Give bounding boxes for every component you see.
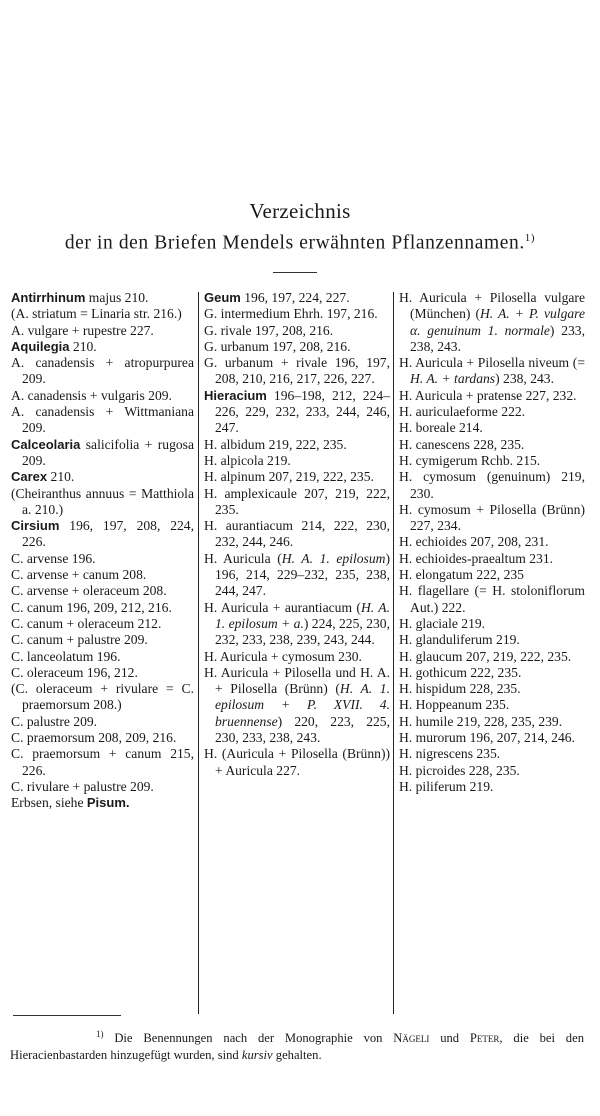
entry-text: 196, 197, 208, 224, 226. bbox=[22, 518, 194, 550]
entry-text: H. glaucum 207, 219, 222, 235. bbox=[399, 648, 572, 664]
entry-text: C. rivulare + palustre 209. bbox=[11, 778, 154, 794]
entry-text: salicifolia + rugosa 209. bbox=[22, 436, 194, 468]
entry-text: H. albidum 219, 222, 235. bbox=[204, 436, 347, 452]
entry-text: H. Auricula ( bbox=[204, 550, 282, 566]
genus-heading: Hieracium bbox=[204, 387, 267, 403]
index-entry bbox=[11, 714, 194, 730]
entry-text: ) 196, 214, 229–232, 235, 238, 244, 247. bbox=[215, 550, 390, 599]
index-entry bbox=[11, 339, 194, 355]
index-column-1 bbox=[11, 290, 194, 812]
index-entry bbox=[11, 388, 194, 404]
entry-text: H. (Auricula + Pilosella (Brünn)) + Auricula 227. bbox=[204, 746, 390, 778]
entry-text: H. hispidum 228, 235. bbox=[399, 681, 521, 697]
page-title: Verzeichnis bbox=[249, 199, 351, 223]
genus-heading: Geum bbox=[204, 290, 241, 305]
entry-text: ) 224, 225, 230, 232, 233, 238, 239, 243, 244. bbox=[215, 615, 390, 648]
index-entry bbox=[11, 632, 194, 648]
italic-name: H. A. 1. epilosum + a. bbox=[215, 599, 390, 631]
index-entry bbox=[399, 583, 585, 616]
entry-text: G. urbanum + rivale 196, 197, 208, 210, 216, 217, 226, 227. bbox=[204, 355, 390, 387]
entry-text: C. praemorsum 208, 209, 216. bbox=[11, 730, 177, 746]
entry-text: H. auriculaeforme 222. bbox=[399, 404, 526, 420]
page-subtitle bbox=[0, 232, 600, 255]
italic-name: H. A. + tardans bbox=[410, 371, 496, 387]
index-entry bbox=[204, 306, 390, 322]
title-rule bbox=[273, 272, 317, 273]
entry-text: H. echioides-praealtum 231. bbox=[399, 550, 554, 566]
entry-text: H. Auricula + Pilosella vulgare (München) ( bbox=[399, 290, 585, 322]
entry-text: Erbsen, siehe bbox=[11, 795, 87, 811]
index-entry bbox=[11, 583, 194, 599]
entry-text: H. Hoppeanum 235. bbox=[399, 697, 510, 713]
index-entry bbox=[399, 404, 585, 420]
footnote-emphasis: kursiv bbox=[241, 1048, 273, 1063]
footnote-reference: 1) bbox=[524, 232, 536, 244]
entry-text: G. urbanum 197, 208, 216. bbox=[204, 338, 351, 354]
index-entry bbox=[399, 502, 585, 535]
index-entry bbox=[11, 437, 194, 470]
entry-text: H. Auricula + pratense 227, 232. bbox=[399, 387, 577, 403]
footnote-mark: 1) bbox=[96, 1029, 104, 1039]
index-entry bbox=[399, 714, 585, 730]
entry-text: H. murorum 196, 207, 214, 246. bbox=[399, 730, 575, 746]
index-entry bbox=[204, 323, 390, 339]
entry-text: H. alpinum 207, 219, 222, 235. bbox=[204, 469, 374, 485]
entry-text: H. aurantiacum 214, 222, 230, 232, 244, 246. bbox=[204, 518, 390, 550]
entry-text: C. lanceolatum 196. bbox=[11, 648, 121, 664]
genus-heading: Carex bbox=[11, 469, 48, 485]
index-entry bbox=[399, 665, 585, 681]
subtitle-text: der in den Briefen Mendels erwähnten Pflanzennamen. bbox=[64, 232, 525, 254]
entry-text: H. picroides 228, 235. bbox=[399, 762, 520, 778]
index-entry bbox=[11, 616, 194, 632]
entry-text: majus 210. bbox=[85, 290, 149, 305]
entry-text: A. canadensis + Wittmaniana 209. bbox=[11, 404, 194, 436]
entry-text: H. glanduliferum 219. bbox=[399, 632, 520, 648]
index-entry bbox=[11, 649, 194, 665]
entry-text: H. humile 219, 228, 235, 239. bbox=[399, 713, 563, 729]
index-entry bbox=[11, 730, 194, 746]
entry-text: ) 220, 223, 225, 230, 233, 238, 243. bbox=[215, 713, 390, 746]
column-divider bbox=[198, 292, 199, 1014]
entry-text: 210. bbox=[47, 469, 75, 485]
index-entry bbox=[399, 649, 585, 665]
index-entry bbox=[399, 290, 585, 355]
italic-name: H. A. 1. epilosum + P. XVII. 4. bruennense bbox=[215, 681, 391, 729]
author-name: Nägeli bbox=[393, 1031, 430, 1046]
index-entry bbox=[204, 437, 390, 453]
index-entry bbox=[399, 616, 585, 632]
index-entry bbox=[204, 600, 390, 649]
index-entry bbox=[11, 681, 194, 714]
author-name: Peter bbox=[469, 1031, 500, 1046]
entry-text: 196–198, 212, 224–226, 229, 232, 233, 244, 246, 247. bbox=[215, 387, 390, 436]
index-column-3 bbox=[399, 290, 585, 795]
entry-text: H. nigrescens 235. bbox=[399, 746, 501, 762]
entry-text: C. palustre 209. bbox=[11, 713, 98, 729]
footnote-rule bbox=[13, 1015, 121, 1016]
index-entry bbox=[399, 632, 585, 648]
entry-text: C. canum + palustre 209. bbox=[11, 632, 148, 648]
genus-heading: Pisum. bbox=[86, 795, 130, 811]
index-entry bbox=[399, 355, 585, 388]
index-entry bbox=[399, 567, 585, 583]
index-entry bbox=[399, 730, 585, 746]
index-entry bbox=[399, 388, 585, 404]
footnote-text: , die bei den Hieracienbastarden hinzugefügt wurden, sind bbox=[10, 1031, 584, 1063]
footnote-text: Die Benennungen nach der Monographie von bbox=[103, 1031, 394, 1046]
entry-text: 196, 197, 224, 227. bbox=[240, 290, 350, 305]
entry-text: H. cymosum (genuinum) 219, 230. bbox=[399, 469, 585, 501]
index-entry bbox=[11, 665, 194, 681]
index-entry bbox=[399, 420, 585, 436]
index-entry bbox=[204, 746, 390, 779]
index-entry bbox=[11, 290, 194, 306]
index-column-2 bbox=[204, 290, 390, 779]
entry-text: H. piliferum 219. bbox=[399, 778, 494, 794]
index-entry bbox=[204, 649, 390, 665]
index-entry bbox=[399, 697, 585, 713]
index-entry bbox=[11, 600, 194, 616]
entry-text: A. canadensis + atropurpurea 209. bbox=[11, 355, 194, 387]
index-entry bbox=[11, 551, 194, 567]
entry-text: C. arvense + canum 208. bbox=[11, 567, 147, 583]
index-entry bbox=[399, 437, 585, 453]
entry-text: C. oleraceum 196, 212. bbox=[11, 664, 138, 680]
entry-text: (Cheiranthus annuus = Matthiola a. 210.) bbox=[11, 485, 194, 517]
entry-text: G. rivale 197, 208, 216. bbox=[204, 322, 334, 338]
entry-text: H. gothicum 222, 235. bbox=[399, 664, 522, 680]
entry-text: H. flagellare (= H. stoloniflorum Aut.) 222. bbox=[399, 583, 585, 615]
index-entry bbox=[11, 518, 194, 551]
index-entry bbox=[204, 290, 390, 306]
italic-name: H. A. + P. vulgare α. genuinum 1. normale bbox=[410, 306, 585, 338]
entry-text: C. canum + oleraceum 212. bbox=[11, 615, 162, 631]
column-divider bbox=[393, 292, 394, 1014]
italic-name: H. A. 1. epilosum bbox=[281, 550, 386, 566]
index-entry bbox=[11, 404, 194, 437]
genus-heading: Aquilegia bbox=[11, 338, 70, 354]
genus-heading: Antirrhinum bbox=[11, 290, 86, 305]
entry-text: (A. striatum = Linaria str. 216.) bbox=[11, 306, 182, 322]
index-entry bbox=[399, 681, 585, 697]
entry-text: C. arvense + oleraceum 208. bbox=[11, 583, 167, 599]
index-entry bbox=[11, 469, 194, 485]
index-entry bbox=[204, 551, 390, 600]
index-entry bbox=[399, 746, 585, 762]
entry-text: (C. oleraceum + rivulare = C. praemorsum 208.) bbox=[11, 681, 194, 713]
index-entry bbox=[204, 355, 390, 388]
entry-text: H. elongatum 222, 235 bbox=[399, 567, 524, 583]
index-entry bbox=[204, 339, 390, 355]
entry-text: ) 238, 243. bbox=[495, 371, 554, 387]
entry-text: H. glaciale 219. bbox=[399, 615, 486, 631]
entry-text: H. alpicola 219. bbox=[204, 452, 291, 468]
index-entry bbox=[204, 665, 390, 746]
footnote bbox=[10, 1026, 584, 1064]
index-entry bbox=[11, 306, 194, 322]
footnote-text: und bbox=[429, 1031, 470, 1046]
index-entry bbox=[204, 388, 390, 437]
entry-text: C. praemorsum + canum 215, 226. bbox=[11, 746, 194, 778]
index-entry bbox=[204, 518, 390, 551]
index-entry bbox=[11, 795, 194, 811]
index-entry bbox=[399, 534, 585, 550]
entry-text: H. amplexicaule 207, 219, 222, 235. bbox=[204, 485, 390, 517]
genus-heading: Cirsium bbox=[11, 518, 60, 534]
entry-text: H. cymigerum Rchb. 215. bbox=[399, 452, 541, 468]
entry-text: C. canum 196, 209, 212, 216. bbox=[11, 599, 172, 615]
entry-text: H. Auricula + Pilosella und H. A. + Pilosella (Brünn) ( bbox=[204, 664, 390, 697]
entry-text: H. canescens 228, 235. bbox=[399, 436, 525, 452]
index-entry bbox=[204, 469, 390, 485]
index-entry bbox=[11, 486, 194, 519]
index-entry bbox=[11, 355, 194, 388]
index-entry bbox=[399, 763, 585, 779]
entry-text: A. canadensis + vulgaris 209. bbox=[11, 387, 172, 403]
index-entry bbox=[399, 453, 585, 469]
index-entry bbox=[204, 486, 390, 519]
entry-text: ) 233, 238, 243. bbox=[410, 322, 585, 354]
index-entry bbox=[11, 567, 194, 583]
index-entry bbox=[11, 323, 194, 339]
entry-text: H. echioides 207, 208, 231. bbox=[399, 534, 549, 550]
entry-text: H. Auricula + aurantiacum ( bbox=[204, 599, 361, 615]
footnote-text: gehalten. bbox=[272, 1048, 322, 1063]
index-entry bbox=[399, 779, 585, 795]
entry-text: H. Auricula + cymosum 230. bbox=[204, 648, 362, 664]
entry-text: 210. bbox=[69, 338, 97, 354]
entry-text: H. boreale 214. bbox=[399, 420, 483, 436]
entry-text: G. intermedium Ehrh. 197, 216. bbox=[204, 306, 378, 322]
entry-text: A. vulgare + rupestre 227. bbox=[11, 322, 154, 338]
entry-text: H. Auricula + Pilosella niveum (= bbox=[399, 355, 585, 371]
entry-text: C. arvense 196. bbox=[11, 550, 96, 566]
index-entry bbox=[11, 779, 194, 795]
index-entry bbox=[399, 469, 585, 502]
index-entry bbox=[11, 746, 194, 779]
index-entry bbox=[399, 551, 585, 567]
entry-text: H. cymosum + Pilosella (Brünn) 227, 234. bbox=[399, 501, 585, 534]
genus-heading: Calceolaria bbox=[11, 436, 81, 452]
index-entry bbox=[204, 453, 390, 469]
